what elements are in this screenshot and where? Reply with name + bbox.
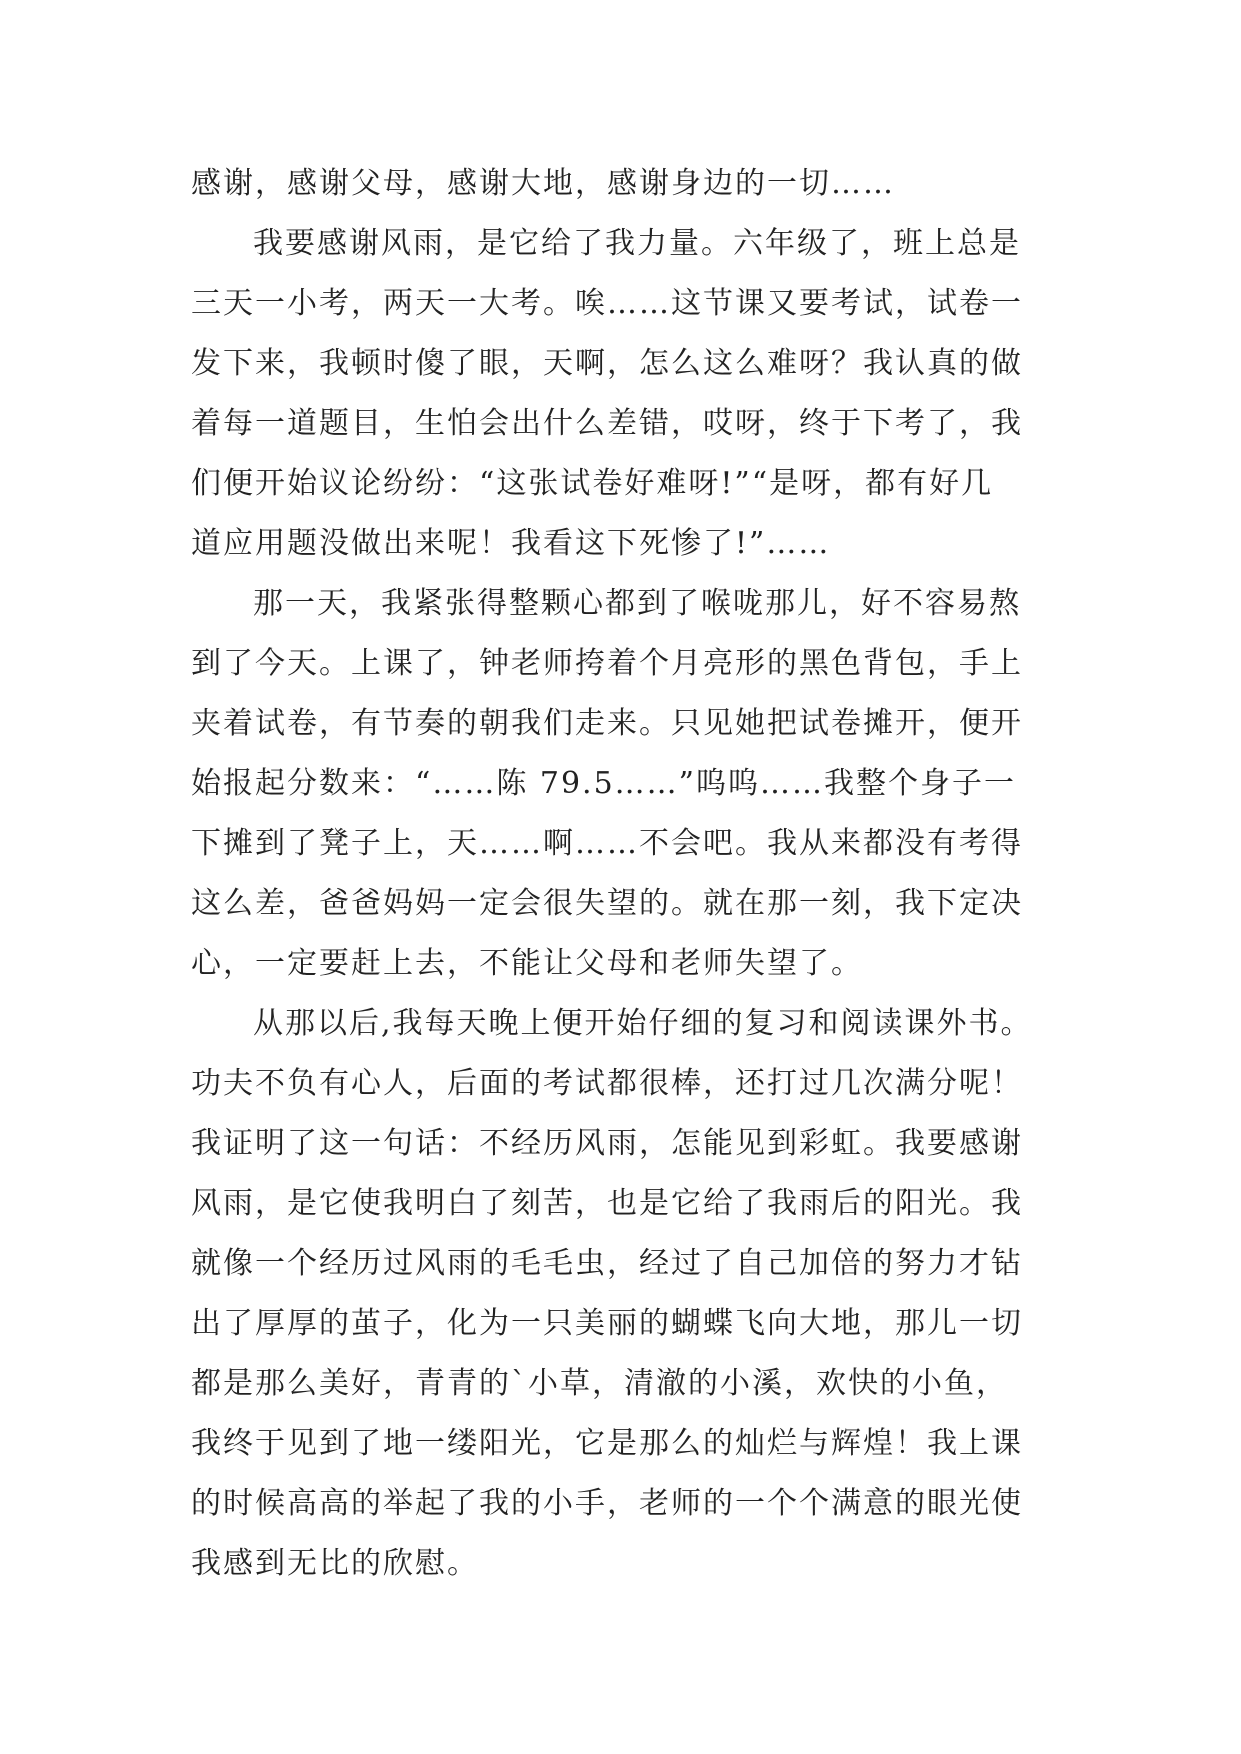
text-line: 出了厚厚的茧子，化为一只美丽的蝴蝶飞向大地，那儿一切 bbox=[191, 1306, 1023, 1341]
paragraph-1 bbox=[191, 154, 1053, 214]
text-line: 我终于见到了地一缕阳光，它是那么的灿烂与辉煌！我上课 bbox=[191, 1426, 1023, 1461]
text-line: 夹着试卷，有节奏的朝我们走来。只见她把试卷摊开，便开 bbox=[191, 706, 1023, 741]
text-line: 都是那么美好，青青的`小草，清澈的小溪，欢快的小鱼， bbox=[191, 1366, 1008, 1401]
text-line: 着每一道题目，生怕会出什么差错，哎呀，终于下考了，我 bbox=[191, 406, 1023, 441]
text-line: 三天一小考，两天一大考。唉……这节课又要考试，试卷一 bbox=[191, 286, 1023, 321]
text-line: 我要感谢风雨，是它给了我力量。六年级了，班上总是 bbox=[253, 226, 1021, 261]
text-line: 始报起分数来：“……陈 79.5……”呜呜……我整个身子一 bbox=[191, 766, 1017, 801]
text-line: 感谢，感谢父母，感谢大地，感谢身边的一切…… bbox=[191, 166, 895, 201]
text-line: 心，一定要赶上去，不能让父母和老师失望了。 bbox=[191, 946, 863, 981]
text-line: 的时候高高的举起了我的小手，老师的一个个满意的眼光使 bbox=[191, 1486, 1023, 1521]
paragraph-3 bbox=[191, 574, 1053, 994]
text-line: 发下来，我顿时傻了眼，天啊，怎么这么难呀？我认真的做 bbox=[191, 346, 1023, 381]
text-line: 这么差，爸爸妈妈一定会很失望的。就在那一刻，我下定决 bbox=[191, 886, 1023, 921]
text-line: 我证明了这一句话：不经历风雨，怎能见到彩虹。我要感谢 bbox=[191, 1126, 1023, 1161]
essay-body bbox=[191, 154, 1053, 1594]
text-line: 功夫不负有心人，后面的考试都很棒，还打过几次满分呢！ bbox=[191, 1066, 1023, 1101]
text-line: 我感到无比的欣慰。 bbox=[191, 1546, 479, 1581]
text-line: 到了今天。上课了，钟老师挎着个月亮形的黑色背包，手上 bbox=[191, 646, 1023, 681]
text-line: 风雨，是它使我明白了刻苦，也是它给了我雨后的阳光。我 bbox=[191, 1186, 1023, 1221]
paragraph-4 bbox=[191, 994, 1053, 1594]
text-line: 下摊到了凳子上，天……啊……不会吧。我从来都没有考得 bbox=[191, 826, 1023, 861]
text-line: 那一天，我紧张得整颗心都到了喉咙那儿，好不容易熬 bbox=[253, 586, 1021, 621]
paragraph-2 bbox=[191, 214, 1053, 574]
text-line: 道应用题没做出来呢！我看这下死惨了!”…… bbox=[191, 526, 831, 561]
text-line: 们便开始议论纷纷：“这张试卷好难呀!”“是呀，都有好几 bbox=[191, 466, 994, 501]
text-line: 就像一个经历过风雨的毛毛虫，经过了自己加倍的努力才钻 bbox=[191, 1246, 1023, 1281]
text-line: 从那以后,我每天晚上便开始仔细的复习和阅读课外书。 bbox=[253, 1006, 1033, 1041]
